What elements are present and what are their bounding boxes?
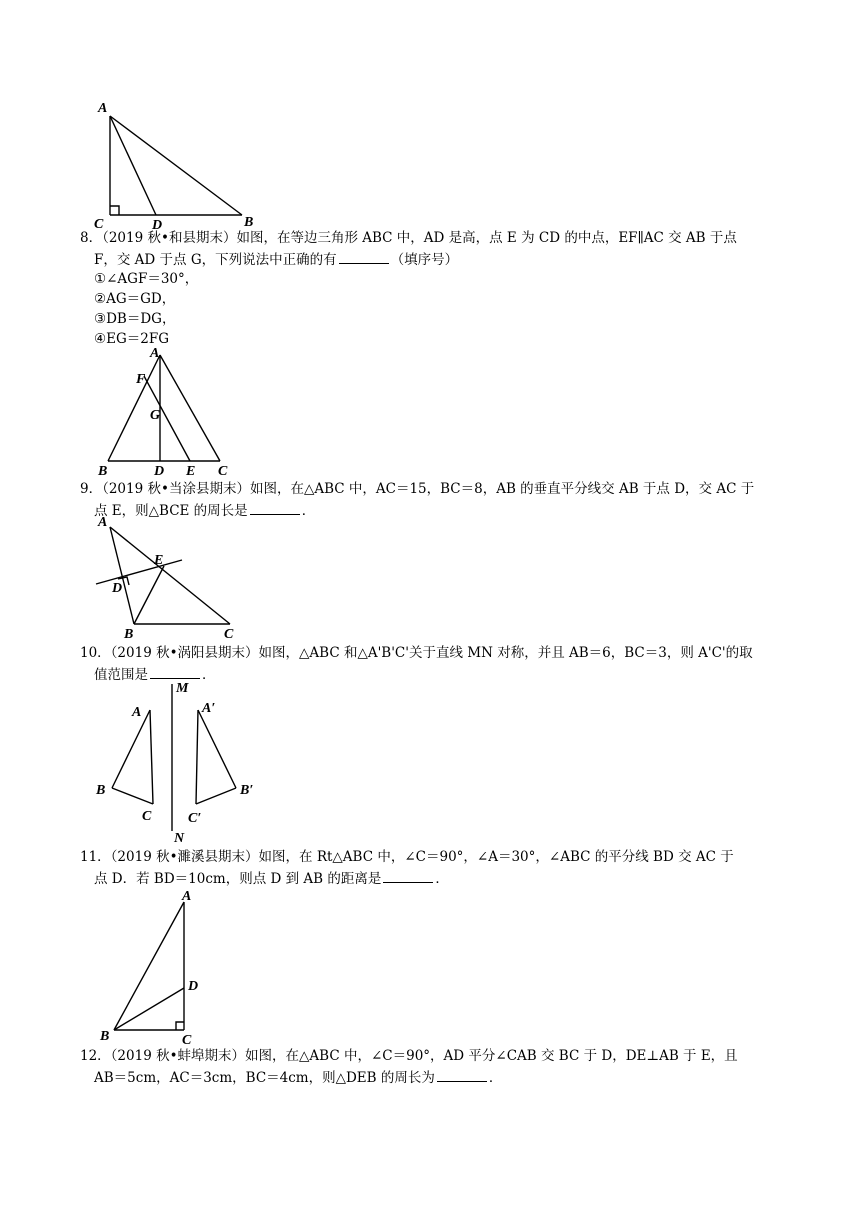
label-B-prime: B′: [240, 783, 254, 798]
label-A: A: [182, 889, 192, 904]
label-N: N: [174, 831, 185, 846]
question-9-line2-pre: 点 E，则△BCE 的周长是: [94, 503, 248, 519]
figure-q9-triangle-bisector: [88, 512, 248, 642]
label-B: B: [100, 1029, 110, 1044]
question-11-line2-post: ．: [435, 871, 449, 887]
question-11-line1: 11．（2019 秋•濉溪县期末）如图，在 Rt△ABC 中，∠C＝90°，∠A＝30°，∠ABC 的平分线 BD 交 AC 于: [80, 849, 734, 865]
question-8-line2-pre: F，交 AD 于点 G，下列说法中正确的有: [94, 252, 337, 268]
label-A: A: [98, 515, 108, 530]
label-M: M: [176, 681, 189, 696]
question-12-line2: [80, 1067, 780, 1089]
figure-q11-svg: [96, 884, 216, 1050]
label-F: F: [136, 372, 146, 387]
question-10-line1: 10．（2019 秋•涡阳县期末）如图，△ABC 和△A'B'C'关于直线 MN 对称，并且 AB＝6，BC＝3，则 A'C'的取: [80, 645, 753, 661]
figure-q10-svg: [92, 676, 272, 844]
answer-blank-8[interactable]: [339, 249, 389, 264]
label-G: G: [150, 408, 161, 423]
label-B: B: [124, 627, 134, 642]
label-B: B: [96, 783, 106, 798]
figure-q9-svg: [88, 512, 248, 642]
option-3: ③DB＝DG，: [94, 311, 176, 327]
answer-blank-12[interactable]: [437, 1067, 487, 1082]
label-D: D: [152, 218, 163, 233]
question-8: [80, 227, 780, 271]
answer-blank-9[interactable]: [250, 500, 300, 515]
answer-blank-11[interactable]: [383, 868, 433, 883]
label-C: C: [218, 464, 228, 479]
figure-q11-right-triangle: [96, 884, 216, 1050]
label-E: E: [154, 553, 164, 568]
label-C: C: [142, 809, 152, 824]
question-10-line2-pre: 值范围是: [94, 667, 148, 683]
figure-q10-symmetric-triangles: [92, 676, 272, 844]
label-D: D: [112, 581, 123, 596]
question-12-line2-post: ．: [488, 1070, 503, 1086]
label-D: D: [154, 464, 165, 479]
label-C-prime: C′: [188, 811, 202, 826]
option-2: ②AG＝GD，: [94, 291, 176, 307]
label-A: A: [98, 101, 108, 116]
option-1: ①∠AGF＝30°，: [94, 271, 199, 287]
figure-q8-equilateral-triangle: [90, 343, 250, 478]
label-C: C: [94, 217, 104, 232]
question-8-line2-post: （填序号）: [390, 252, 459, 268]
label-A: A: [150, 346, 160, 361]
figure-q7-svg: [90, 96, 260, 233]
label-C: C: [182, 1033, 192, 1048]
question-9-line1: 9．（2019 秋•当涂县期末）如图，在△ABC 中，AC＝15，BC＝8，AB 的垂直平分线交 AB 于点 D，交 AC 于: [80, 481, 755, 497]
label-B: B: [98, 464, 108, 479]
question-10-line2-post: ．: [202, 667, 216, 683]
question-9-line2-post: ．: [301, 503, 316, 519]
question-8-line1: 8．（2019 秋•和县期末）如图，在等边三角形 ABC 中，AD 是高，点 E 为 CD 的中点，EF∥AC 交 AB 于点: [80, 230, 737, 246]
label-A: A: [132, 705, 142, 720]
question-11-line2-pre: 点 D．若 BD＝10cm，则点 D 到 AB 的距离是: [94, 871, 382, 887]
question-12-line1: 12．（2019 秋•蚌埠期末）如图，在△ABC 中，∠C＝90°，AD 平分∠CAB 交 BC 于 D，DE⊥AB 于 E，且: [80, 1048, 738, 1064]
label-E: E: [186, 464, 196, 479]
question-8-line2: [80, 249, 780, 271]
label-C: C: [224, 627, 234, 642]
label-A-prime: A′: [202, 701, 216, 716]
label-D: D: [188, 979, 199, 994]
label-B: B: [244, 215, 254, 230]
question-12-line2-pre: AB＝5cm，AC＝3cm，BC＝4cm，则△DEB 的周长为: [94, 1070, 435, 1086]
figure-q8-svg: [90, 343, 250, 478]
question-12: [80, 1045, 780, 1089]
figure-q7-right-triangle: [90, 96, 260, 233]
option-4: ④EG＝2FG: [94, 331, 169, 347]
